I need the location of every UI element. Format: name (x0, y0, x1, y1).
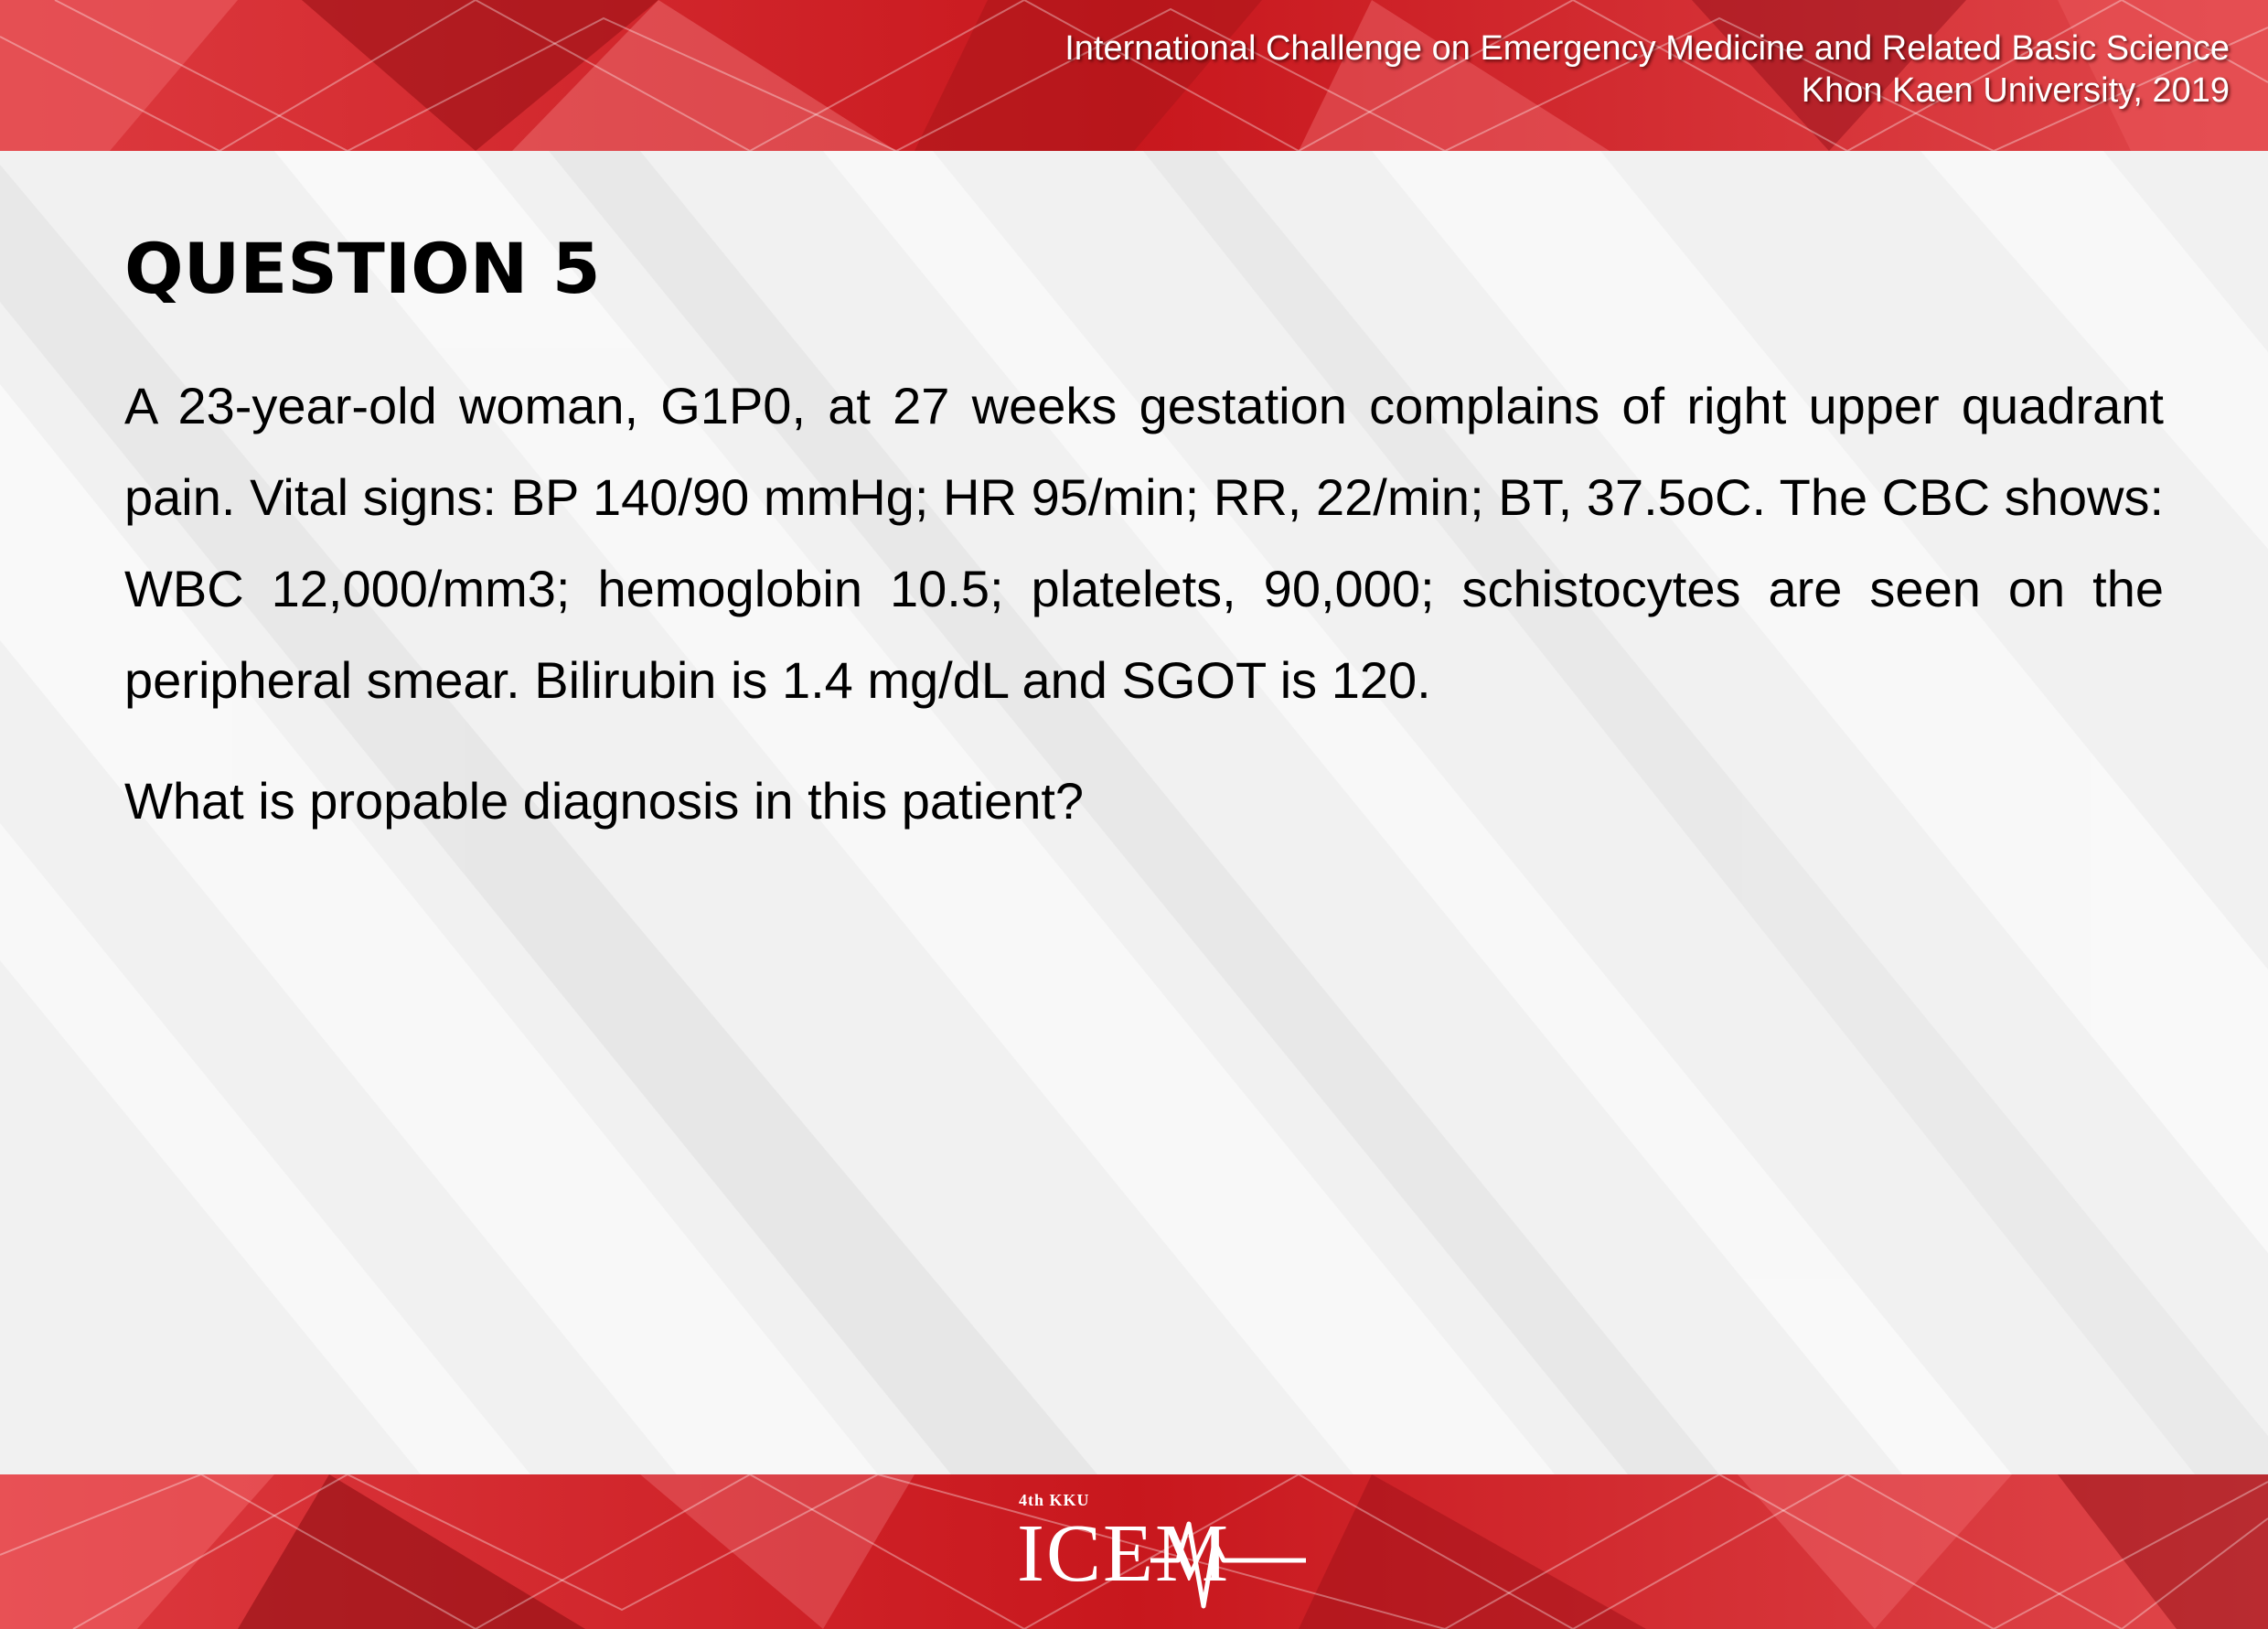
heartbeat-icon (1150, 1506, 1306, 1615)
conference-name: International Challenge on Emergency Medicine and Related Basic Science (1064, 29, 2230, 68)
question-title: QUESTION 5 (124, 228, 601, 309)
question-prompt: What is propable diagnosis in this patient? (124, 772, 1085, 830)
conference-venue: Khon Kaen University, 2019 (1801, 71, 2230, 110)
logo-name: ICEM (1017, 1508, 1230, 1599)
icem-logo (1013, 1487, 1306, 1615)
question-body: A 23-year-old woman, G1P0, at 27 weeks gestation complains of right upper quadrant pain. Vital signs: BP 140/90 mmHg; HR 95/min; RR, 22/min; BT, 37.5oC. The CBC shows: WBC 12,000/mm3; hemoglobin 10.5; platelets, 90,000; schistocytes are seen on the peripheral smear. Bilirubin is 1.4 mg/dL and SGOT is 120. (124, 377, 2164, 709)
conference-header (1064, 27, 2230, 112)
logo-edition: 4th KKU (1019, 1491, 1090, 1509)
slide-content (124, 220, 2164, 847)
